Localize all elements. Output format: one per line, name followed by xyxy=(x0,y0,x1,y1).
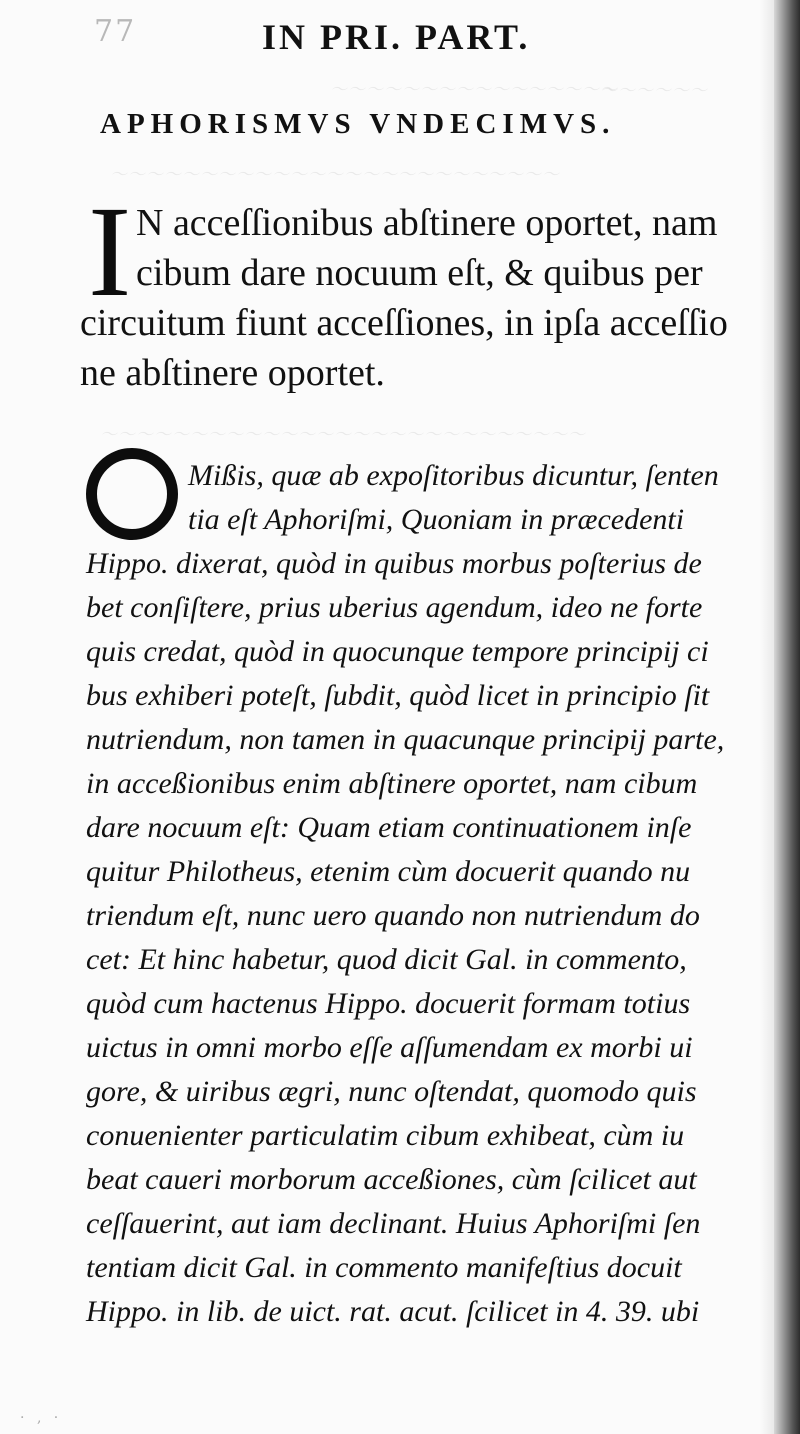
show-through-mark: ～～～～～～～～～～～～～～～～ xyxy=(330,80,618,100)
commentary-line: quitur Philotheus, etenim cùm docuerit quando nu xyxy=(86,855,691,888)
dropcap-o-ring xyxy=(86,448,178,540)
section-title: APHORISMVS VNDECIMVS. xyxy=(100,108,616,140)
commentary-line: uictus in omni morbo eſſe aſſumendam ex morbi ui xyxy=(86,1031,693,1064)
commentary-line: Hippo. dixerat, quòd in quibus morbus poſterius de xyxy=(86,547,702,580)
commentary-line: quòd cum hactenus Hippo. docuerit formam totius xyxy=(86,987,691,1020)
show-through-mark: ～～～～～～～～～～～～～～～～～～～～～～～～～～～ xyxy=(100,425,586,445)
scan-specks: · ‚ · xyxy=(20,1410,63,1426)
commentary-line: tentiam dicit Gal. in commento manifeſtius docuit xyxy=(86,1251,682,1284)
scan-edge-shadow xyxy=(774,0,800,1434)
commentary-line: conuenienter particulatim cibum exhibeat, cùm iu xyxy=(86,1119,685,1152)
dropcap-letter: I xyxy=(88,180,132,324)
aphorism-line: N acceſſionibus abſtinere oportet, nam xyxy=(136,202,718,244)
page-gutter-shade xyxy=(760,0,774,1434)
commentary-line: Hippo. in lib. de uict. rat. acut. ſcilicet in 4. 39. ubi xyxy=(86,1295,700,1328)
commentary-line: cet: Et hinc habetur, quod dicit Gal. in commento, xyxy=(86,943,687,976)
aphorism-line: circuitum fiunt acceſſiones, in ipſa acceſſio xyxy=(80,302,728,344)
page-header xyxy=(0,14,800,57)
commentary-line: bus exhiberi poteſt, ſubdit, quòd licet in principio ſit xyxy=(86,679,710,712)
show-through-mark: ～～～～～～～～～～～～～～～～～～～～～～～～～ xyxy=(110,165,560,185)
commentary-line: nutriendum, non tamen in quacunque principij parte, xyxy=(86,723,725,756)
commentary-line: beat caueri morborum acceßiones, cùm ſcilicet aut xyxy=(86,1163,697,1196)
running-head: IN PRI. PART. xyxy=(262,17,531,57)
show-through-mark: ～～～～～～ xyxy=(600,81,708,101)
commentary-line: triendum eſt, nunc uero quando non nutriendum do xyxy=(86,899,700,932)
aphorism-line: cibum dare nocuum eſt, & quibus per xyxy=(136,252,703,294)
commentary-line: ceſſauerint, aut iam declinant. Huius Aphoriſmi ſen xyxy=(86,1207,701,1240)
commentary-line: Mißis, quæ ab expoſitoribus dicuntur, ſenten xyxy=(188,459,719,492)
commentary-line: quis credat, quòd in quocunque tempore principij ci xyxy=(86,635,709,668)
commentary-line: tia eſt Aphoriſmi, Quoniam in præcedenti xyxy=(188,503,685,536)
aphorism-line: ne abſtinere oportet. xyxy=(80,352,385,394)
commentary-line: gore, & uiribus ægri, nunc oſtendat, quomodo quis xyxy=(86,1075,697,1108)
commentary-line: bet conſiſtere, prius uberius agendum, ideo ne forte xyxy=(86,591,703,624)
commentary-line: dare nocuum eſt: Quam etiam continuationem inſe xyxy=(86,811,692,844)
commentary-line: in acceßionibus enim abſtinere oportet, nam cibum xyxy=(86,767,698,800)
page-number: 77 xyxy=(94,14,137,49)
